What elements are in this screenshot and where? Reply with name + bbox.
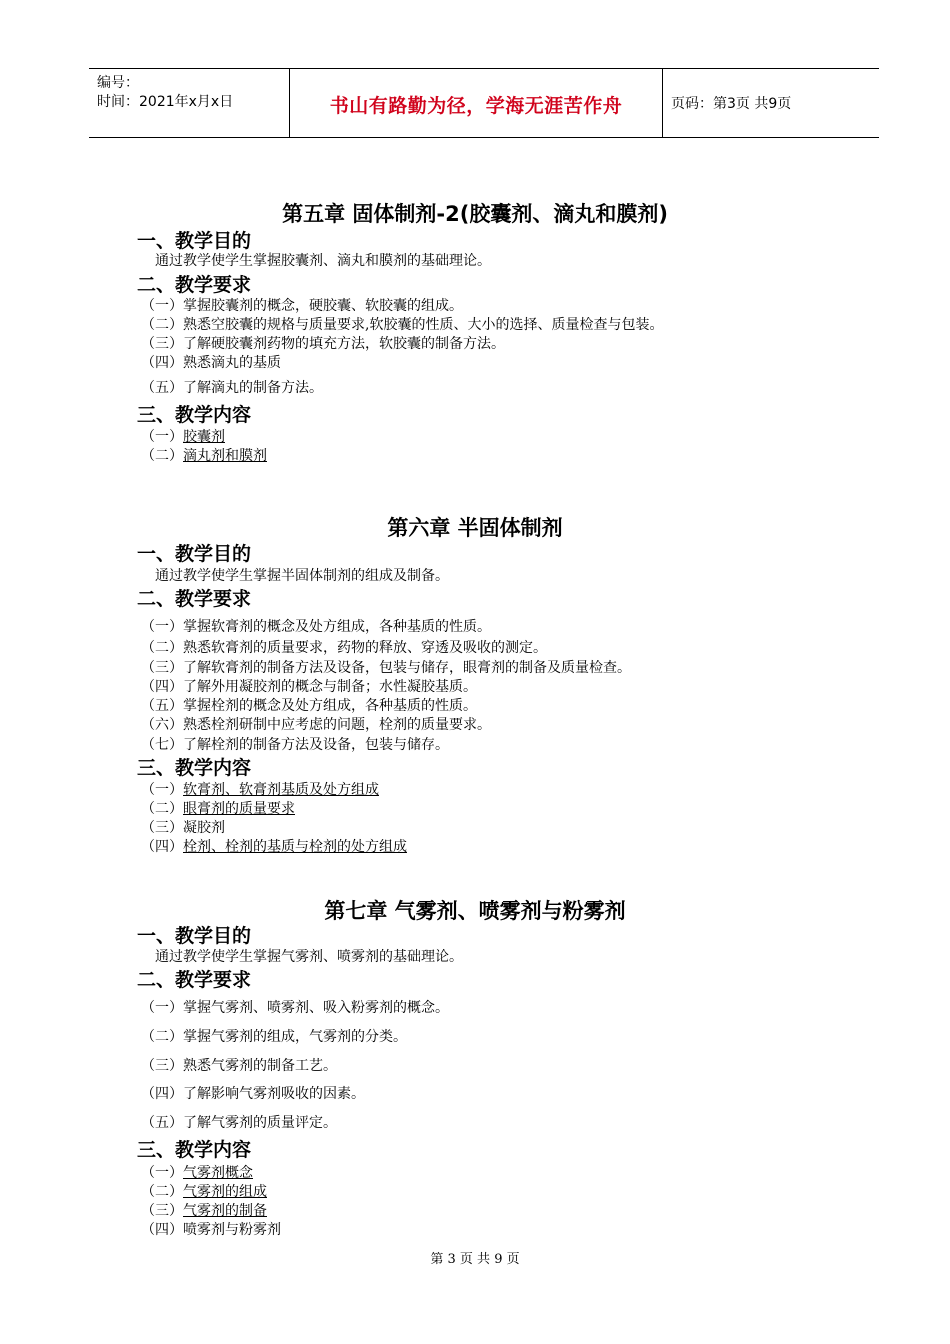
requirement-item: （一）掌握胶囊剂的概念，硬胶囊、软胶囊的组成。 (141, 298, 463, 314)
section-heading: 二、教学要求 (137, 274, 252, 296)
requirement-item: （四）熟悉滴丸的基质 (141, 355, 281, 371)
content-link[interactable]: 滴丸剂和膜剂 (183, 448, 267, 464)
section-heading: 一、教学目的 (137, 925, 252, 947)
requirement-item: （五）掌握栓剂的概念及处方组成，各种基质的性质。 (141, 698, 477, 714)
content-item (141, 1219, 281, 1239)
requirement-item: （三）了解硬胶囊剂药物的填充方法，软胶囊的制备方法。 (141, 336, 505, 352)
section-heading: 二、教学要求 (137, 588, 252, 610)
chapter-title: 第五章 固体制剂-2(胶囊剂、滴丸和膜剂) (282, 202, 668, 226)
section-heading: 三、教学内容 (137, 1139, 252, 1161)
content-item (141, 817, 225, 837)
content-link[interactable]: 气雾剂的组成 (183, 1184, 267, 1200)
content-link[interactable]: 眼膏剂的质量要求 (183, 801, 295, 817)
goal-text: 通过教学使学生掌握半固体制剂的组成及制备。 (155, 568, 449, 584)
section-heading: 三、教学内容 (137, 404, 252, 426)
section-heading: 二、教学要求 (137, 969, 252, 991)
requirement-item: （七）了解栓剂的制备方法及设备，包装与储存。 (141, 737, 449, 753)
content-link[interactable]: 软膏剂、软膏剂基质及处方组成 (183, 782, 379, 798)
requirement-item: （一）掌握气雾剂、喷雾剂、吸入粉雾剂的概念。 (141, 1000, 449, 1016)
header-table (89, 68, 879, 138)
content-item (141, 445, 267, 465)
content-text: 喷雾剂与粉雾剂 (183, 1222, 281, 1238)
content-link[interactable]: 气雾剂的制备 (183, 1203, 267, 1219)
requirement-item: （四）了解影响气雾剂吸收的因素。 (141, 1086, 365, 1102)
requirement-item: （一）掌握软膏剂的概念及处方组成，各种基质的性质。 (141, 619, 491, 635)
content-num: （四） (141, 1222, 183, 1238)
content-num: （一） (141, 1165, 183, 1181)
header-meta-cell (89, 69, 290, 137)
content-num: （二） (141, 448, 183, 464)
content-item (141, 836, 407, 856)
content-num: （四） (141, 839, 183, 855)
requirement-item: （五）了解气雾剂的质量评定。 (141, 1115, 337, 1131)
content-item (141, 798, 295, 818)
content-item (141, 1200, 267, 1220)
content-item (141, 1181, 267, 1201)
goal-text: 通过教学使学生掌握气雾剂、喷雾剂的基础理论。 (155, 949, 463, 965)
requirement-item: （三）熟悉气雾剂的制备工艺。 (141, 1058, 337, 1074)
content-num: （三） (141, 820, 183, 836)
content-num: （一） (141, 782, 183, 798)
page-label: 页码：第3页 共9页 (671, 96, 792, 112)
page-footer: 第 3 页 共 9 页 (430, 1252, 520, 1267)
section-heading: 三、教学内容 (137, 757, 252, 779)
content-link[interactable]: 胶囊剂 (183, 429, 225, 445)
content-num: （二） (141, 801, 183, 817)
chapter-title: 第六章 半固体制剂 (387, 516, 563, 540)
header-motto-cell (290, 69, 663, 137)
content-link[interactable]: 栓剂、栓剂的基质与栓剂的处方组成 (183, 839, 407, 855)
requirement-item: （二）熟悉空胶囊的规格与质量要求,软胶囊的性质、大小的选择、质量检查与包装。 (141, 317, 664, 333)
serial-label: 编号： (97, 75, 139, 91)
goal-text: 通过教学使学生掌握胶囊剂、滴丸和膜剂的基础理论。 (155, 253, 491, 269)
requirement-item: （二）熟悉软膏剂的质量要求，药物的释放、穿透及吸收的测定。 (141, 640, 547, 656)
content-item (141, 426, 225, 446)
motto: 书山有路勤为径，学海无涯苦作舟 (329, 95, 623, 117)
section-heading: 一、教学目的 (137, 230, 252, 252)
content-item (141, 1162, 253, 1182)
content-item (141, 779, 379, 799)
requirement-item: （三）了解软膏剂的制备方法及设备，包装与储存，眼膏剂的制备及质量检查。 (141, 660, 631, 676)
content-num: （三） (141, 1203, 183, 1219)
requirement-item: （四）了解外用凝胶剂的概念与制备；水性凝胶基质。 (141, 679, 477, 695)
content-num: （二） (141, 1184, 183, 1200)
content-text: 凝胶剂 (183, 820, 225, 836)
time-label: 时间：2021年x月x日 (97, 94, 234, 110)
header-page-cell (663, 69, 879, 137)
chapter-title: 第七章 气雾剂、喷雾剂与粉雾剂 (324, 899, 626, 923)
requirement-item: （五）了解滴丸的制备方法。 (141, 380, 323, 396)
section-heading: 一、教学目的 (137, 543, 252, 565)
requirement-item: （二）掌握气雾剂的组成，气雾剂的分类。 (141, 1029, 407, 1045)
content-link[interactable]: 气雾剂概念 (183, 1165, 253, 1181)
requirement-item: （六）熟悉栓剂研制中应考虑的问题，栓剂的质量要求。 (141, 717, 491, 733)
content-num: （一） (141, 429, 183, 445)
